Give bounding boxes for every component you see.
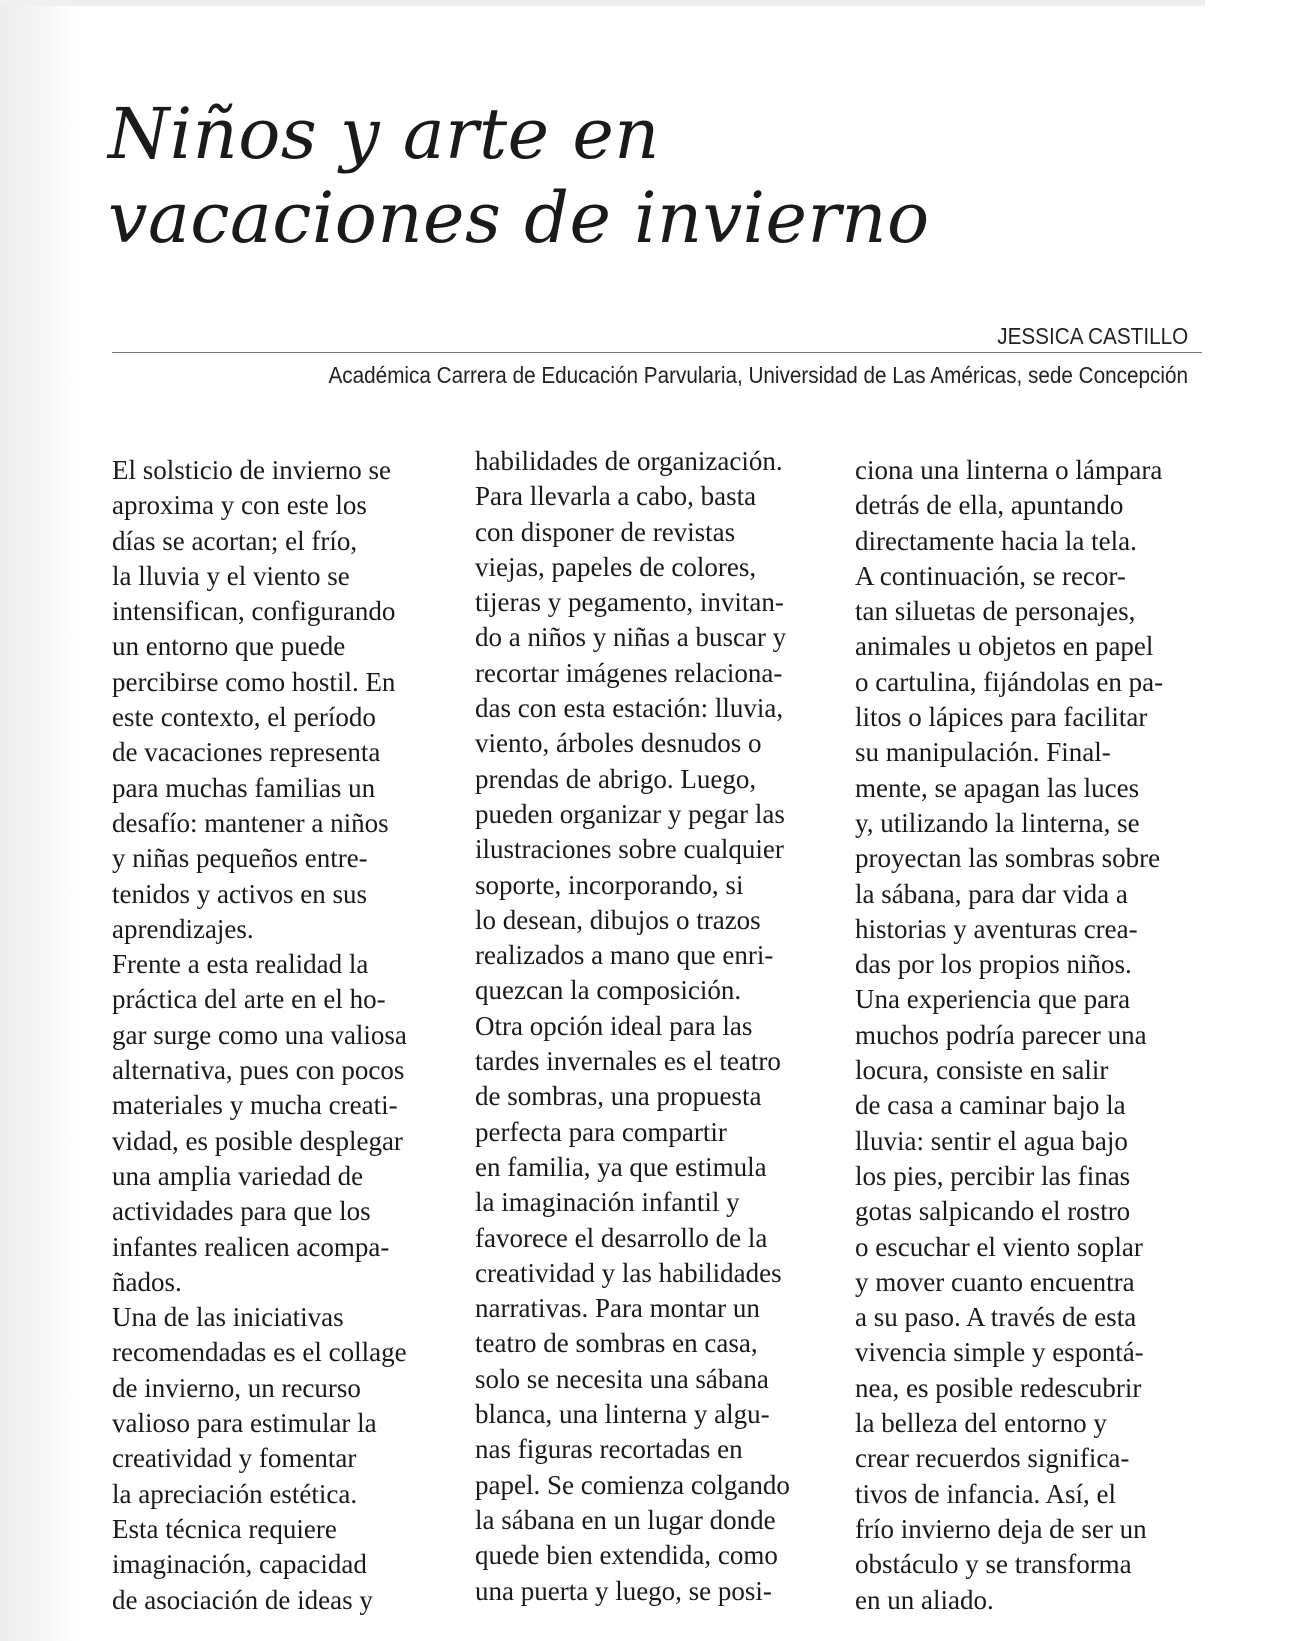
text-line: Frente a esta realidad la	[112, 949, 369, 980]
text-line: o escuchar el viento soplar	[855, 1231, 1143, 1262]
text-line: ñados.	[112, 1266, 182, 1297]
text-line: creatividad y las habilidades	[475, 1257, 782, 1288]
text-line: Otra opción ideal para las	[475, 1010, 753, 1041]
author-name: JESSICA CASTILLO	[997, 323, 1188, 349]
text-line: tijeras y pegamento, invitan-	[475, 587, 784, 618]
text-line: Esta técnica requiere	[112, 1513, 337, 1544]
text-line: la sábana, para dar vida a	[855, 878, 1128, 909]
text-line: viejas, papeles de colores,	[475, 551, 757, 582]
text-line: obstáculo y se transforma	[855, 1549, 1132, 1580]
text-line: locura, consiste en salir	[855, 1055, 1109, 1086]
text-line: Para llevarla a cabo, basta	[475, 481, 757, 512]
text-line: de vacaciones representa	[112, 737, 381, 768]
text-line: papel. Se comienza colgando	[475, 1469, 790, 1500]
text-line: tan siluetas de personajes,	[855, 596, 1136, 627]
text-line: o cartulina, fijándolas en pa-	[855, 666, 1164, 697]
text-line: nas figuras recortadas en	[475, 1434, 743, 1465]
text-column-1	[112, 453, 407, 1618]
text-line: das por los propios niños.	[855, 949, 1132, 980]
text-column-3	[855, 453, 1163, 1618]
text-line: teatro de sombras en casa,	[475, 1328, 758, 1359]
text-line: gotas salpicando el rostro	[855, 1196, 1131, 1227]
text-line: ilustraciones sobre cualquier	[475, 834, 784, 865]
title-line: Niños y arte en	[108, 93, 660, 175]
text-line: Una de las iniciativas	[112, 1302, 344, 1333]
text-line: a su paso. A través de esta	[855, 1302, 1137, 1333]
text-line: la lluvia y el viento se	[112, 560, 350, 591]
text-line: quezcan la composición.	[475, 975, 742, 1006]
text-line: creatividad y fomentar	[112, 1443, 357, 1474]
text-line: crear recuerdos significa-	[855, 1443, 1130, 1474]
text-line: infantes realicen acompa-	[112, 1231, 390, 1262]
text-line: pueden organizar y pegar las	[475, 798, 785, 829]
text-line: animales u objetos en papel	[855, 631, 1154, 662]
text-line: recomendadas es el collage	[112, 1337, 407, 1368]
text-line: con disponer de revistas	[475, 516, 736, 547]
text-line: de invierno, un recurso	[112, 1372, 361, 1403]
text-line: alternativa, pues con pocos	[112, 1055, 405, 1086]
text-line: El solsticio de invierno se	[112, 455, 391, 485]
text-line: realizados a mano que enri-	[475, 940, 774, 971]
text-line: la apreciación estética.	[112, 1478, 358, 1509]
title-line: vacaciones de invierno	[108, 177, 930, 259]
text-line: la sábana en un lugar donde	[475, 1504, 776, 1535]
text-line: blanca, una linterna y algu-	[475, 1399, 770, 1430]
text-line: nea, es posible redescubrir	[855, 1372, 1142, 1403]
text-line: de asociación de ideas y	[112, 1584, 373, 1615]
text-line: días se acortan; el frío,	[112, 525, 358, 556]
text-line: desafío: mantener a niños	[112, 807, 389, 838]
text-line: este contexto, el período	[112, 702, 376, 733]
text-line: actividades para que los	[112, 1196, 371, 1227]
text-line: en un aliado.	[855, 1584, 994, 1615]
article-title	[108, 92, 930, 260]
text-line: do a niños y niñas a buscar y	[475, 622, 787, 653]
text-line: ciona una linterna o lámpara	[855, 455, 1163, 485]
text-line: historias y aventuras crea-	[855, 913, 1138, 944]
text-line: aprendizajes.	[112, 913, 254, 944]
page-shadow-edge	[0, 0, 78, 1641]
text-line: una amplia variedad de	[112, 1160, 364, 1191]
text-line: mente, se apagan las luces	[855, 772, 1140, 803]
text-line: en familia, ya que estimula	[475, 1151, 767, 1182]
page-top-edge	[0, 0, 1205, 6]
text-line: vivencia simple y espontá-	[855, 1337, 1144, 1368]
text-line: su manipulación. Final-	[855, 737, 1111, 768]
text-line: tivos de infancia. Así, el	[855, 1478, 1116, 1509]
text-line: lluvia: sentir el agua bajo	[855, 1125, 1128, 1156]
text-line: tenidos y activos en sus	[112, 878, 367, 909]
text-line: solo se necesita una sábana	[475, 1363, 769, 1394]
text-line: viento, árboles desnudos o	[475, 728, 762, 759]
text-line: perfecta para compartir	[475, 1116, 727, 1147]
text-line: percibirse como hostil. En	[112, 666, 396, 697]
text-line: los pies, percibir las finas	[855, 1160, 1131, 1191]
text-line: vidad, es posible desplegar	[112, 1125, 403, 1156]
text-line: habilidades de organización.	[475, 446, 783, 476]
text-line: frío invierno deja de ser un	[855, 1513, 1147, 1544]
text-line: das con esta estación: lluvia,	[475, 693, 784, 724]
text-line: proyectan las sombras sobre	[855, 843, 1161, 874]
text-line: la belleza del entorno y	[855, 1408, 1107, 1439]
text-line: tardes invernales es el teatro	[475, 1046, 781, 1077]
text-line: una puerta y luego, se posi-	[475, 1575, 772, 1606]
text-column-2	[475, 444, 790, 1609]
text-line: detrás de ella, apuntando	[855, 490, 1124, 521]
text-line: y, utilizando la linterna, se	[855, 807, 1140, 838]
text-line: y mover cuanto encuentra	[855, 1266, 1135, 1297]
text-line: aproxima y con este los	[112, 490, 367, 521]
text-line: prendas de abrigo. Luego,	[475, 763, 757, 794]
text-line: valioso para estimular la	[112, 1408, 377, 1439]
text-line: para muchas familias un	[112, 772, 376, 803]
text-line: materiales y mucha creati-	[112, 1090, 398, 1121]
text-line: gar surge como una valiosa	[112, 1019, 407, 1050]
text-line: directamente hacia la tela.	[855, 525, 1137, 556]
text-line: Una experiencia que para	[855, 984, 1131, 1015]
author-affiliation: Académica Carrera de Educación Parvularia, Universidad de Las Américas, sede Concepción	[328, 362, 1188, 388]
text-line: narrativas. Para montar un	[475, 1293, 760, 1324]
text-line: práctica del arte en el ho-	[112, 984, 386, 1015]
text-line: y niñas pequeños entre-	[112, 843, 368, 874]
text-line: intensifican, configurando	[112, 596, 396, 627]
text-line: de casa a caminar bajo la	[855, 1090, 1126, 1121]
text-line: quede bien extendida, como	[475, 1540, 778, 1571]
text-line: A continuación, se recor-	[855, 560, 1126, 591]
text-line: un entorno que puede	[112, 631, 346, 662]
text-line: la imaginación infantil y	[475, 1187, 740, 1218]
text-line: favorece el desarrollo de la	[475, 1222, 768, 1253]
text-line: muchos podría parecer una	[855, 1019, 1147, 1050]
byline-divider	[112, 352, 1202, 353]
text-line: recortar imágenes relaciona-	[475, 657, 783, 688]
text-line: de sombras, una propuesta	[475, 1081, 762, 1112]
text-line: lo desean, dibujos o trazos	[475, 904, 761, 935]
text-line: soporte, incorporando, si	[475, 869, 744, 900]
text-line: imaginación, capacidad	[112, 1549, 367, 1580]
text-line: litos o lápices para facilitar	[855, 702, 1148, 733]
